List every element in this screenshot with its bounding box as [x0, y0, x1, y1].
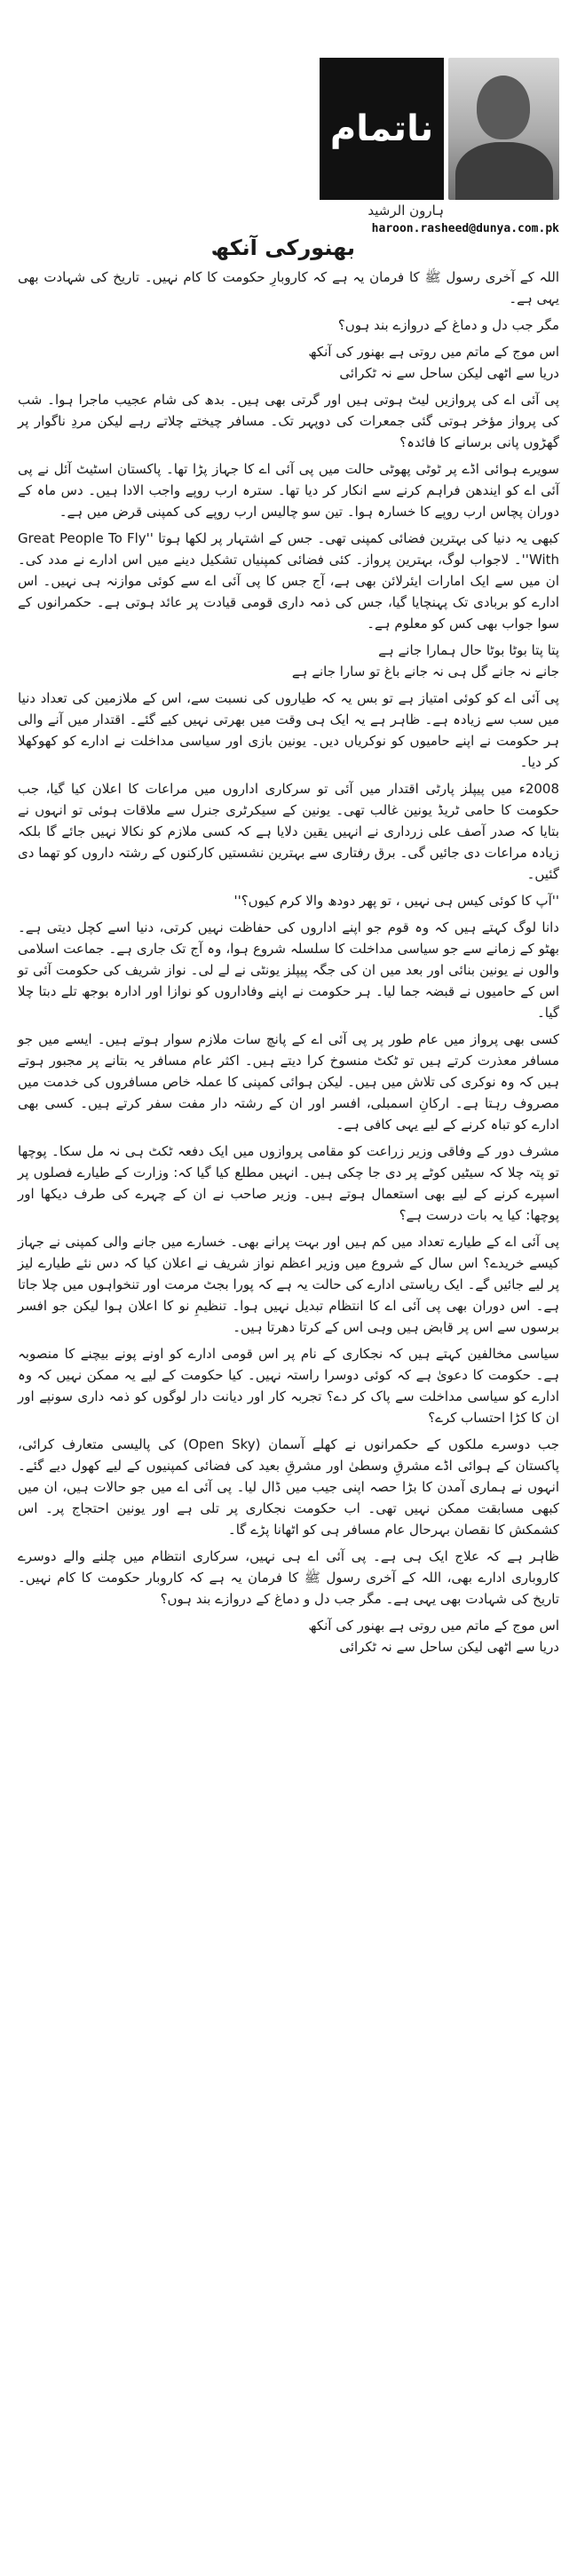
article-paragraph: دانا لوگ کہتے ہیں کہ وہ قوم جو اپنے اداروں کی حفاظت نہیں کرتی، دنیا اسے کچل دیتی ہے۔ بھٹو کے زمانے سے جو سیاسی مداخلت کا سلسلہ شروع ہوا، وہ آج تک جاری ہے۔ جماعت اسلامی والوں نے یونین بنائی اور بعد میں ان کی جگہ پیپلز یونٹی نے لے لی۔ نواز شریف کی حکومت آئی تو اس کے حامیوں نے قبضہ جما لیا۔ ہر حکومت نے اپنے وفاداروں کو نوازا اور ادارہ بوجھ تلے دبتا چلا گیا۔ — [18, 919, 559, 1021]
article-paragraph: کبھی یہ دنیا کی بہترین فضائی کمپنی تھی۔ جس کے اشتہار پر لکھا ہوتا ''Great People To Fly With''۔ لاجواب لوگ، بہترین پرواز۔ کئی فضائی کمپنیاں تشکیل دینے میں اس ادارے نے مدد کی۔ ان میں سے ایک امارات ایئرلائن بھی ہے، آج جس کا پی آئی اے سے کوئی موازنہ ہی نہیں۔ اس ادارے کو بربادی تک پہنچایا گیا، جس کی ذمہ داری قومی قیادت پر عائد ہوتی ہے۔ حکمرانوں کے سوا جواب بھی کس کو معلوم ہے۔ — [18, 530, 559, 632]
article-paragraph: اللہ کے آخری رسول ﷺ کا فرمان یہ ہے کہ کاروبارِ حکومت کا کام نہیں۔ تاریخ کی شہادت بھی یہی ہے۔ — [18, 269, 559, 306]
article-body — [18, 266, 559, 1663]
author-photo-shoulders — [455, 142, 553, 200]
article-quote: ''آپ کا کوئی کیس ہی نہیں ، تو پھر دودھ والا کرم کیوں؟'' — [233, 893, 559, 909]
article-paragraph: ظاہر ہے کہ علاج ایک ہی ہے۔ پی آئی اے ہی نہیں، سرکاری انتظام میں چلنے والے دوسرے کاروباری ادارے بھی، اللہ کے آخری رسول ﷺ کا فرمان یہ ہے کہ کاروبار حکومت کا کام نہیں۔ تاریخ کی شہادت بھی یہی ہے۔ مگر جب دل و دماغ کے دروازے بند ہوں؟ — [18, 1548, 559, 1607]
article-paragraph: جب دوسرے ملکوں کے حکمرانوں نے کھلے آسمان (Open Sky) کی پالیسی متعارف کرائی، پاکستان کے ہوائی اڈے مشرقِ وسطیٰ اور مشرقِ بعید کی فضائی کمپنیوں کے لیے کھول دیے گئے۔ انہوں نے ہماری آمدن کا بڑا حصہ اپنی جیب میں ڈال لیا۔ پی آئی اے میں جو حالات ہیں، ان میں کبھی مسابقت ممکن نہیں تھی۔ اب حکومت نجکاری پر تلی ہے اور یونین احتجاج پر۔ اس کشمکش کا نقصان بہرحال عام مسافر ہی کو اٹھانا پڑے گا۔ — [18, 1436, 559, 1538]
column-title: بھنورکی آنکھ — [210, 235, 355, 260]
author-photo-head — [477, 76, 530, 139]
article-paragraph: 2008ء میں پیپلز پارٹی اقتدار میں آئی تو سرکاری اداروں میں مراعات کا اعلان کیا گیا، جب حکومت کا حامی ٹریڈ یونین غالب تھی۔ یونین کے سیکرٹری جنرل سے ملاقات ہوئی تو انہوں نے بتایا کہ صدر آصف علی زرداری نے انہیں یقین دلایا ہے کہ کسی ملازم کو نکالا نہیں جائے گا بلکہ زیادہ مراعات دی جائیں گی۔ برق رفتاری سے بہترین نشستیں کارکنوں کے رشتہ داروں کو تھما دی گئیں۔ — [18, 781, 559, 882]
column-logo-text: ناتمام — [329, 108, 434, 149]
article-verse: اس موج کے ماتم میں روتی ہے بھنور کی آنکھ دریا سے اٹھی لیکن ساحل سے نہ ٹکرائی — [308, 1618, 559, 1655]
article-paragraph: کسی بھی پرواز میں عام طور پر پی آئی اے کے پانچ سات ملازم سوار ہوتے ہیں۔ ایسے میں جو مسافر معذرت کرتے ہیں تو ٹکٹ منسوخ کرا دیتے ہیں۔ اکثر عام مسافر یہ بتانے پر مجبور ہوتے ہیں کہ وہ نوکری کی تلاش میں ہیں۔ لیکن ہوائی کمپنی کا عملہ خاص مسافروں کی خدمت میں مصروف رہتا ہے۔ ارکانِ اسمبلی، افسر اور ان کے رشتہ دار مفت سفر کرتے ہیں۔ کسی بھی ادارے کو تباہ کرنے کے لیے یہی کافی ہے۔ — [18, 1031, 559, 1133]
article-paragraph: سیاسی مخالفین کہتے ہیں کہ نجکاری کے نام پر اس قومی ادارے کو اونے پونے بیچنے کا منصوبہ ہے۔ حکومت کا دعویٰ ہے کہ کوئی دوسرا راستہ نہیں۔ کیا حکومت کے لیے یہ ممکن نہیں کہ وہ ادارے کو سیاسی مداخلت سے پاک کر دے؟ تجربہ کار اور دیانت دار لوگوں کو ذمہ داری سونپے اور ان کا کڑا احتساب کرے؟ — [18, 1346, 559, 1426]
article-paragraph: پی آئی اے کی پروازیں لیٹ ہوتی ہیں اور گرتی بھی ہیں۔ بدھ کی شام عجیب ماجرا ہوا۔ شب کی پرواز مؤخر ہوتی گئی جمعرات کی دوپہر تک۔ مسافر چیختے چلاتے رہے لیکن مردِ ناگوار پر گھڑوں پانی برسانے کا فائدہ؟ — [18, 392, 559, 450]
article-verse: اس موج کے ماتم میں روتی ہے بھنور کی آنکھ دریا سے اٹھی لیکن ساحل سے نہ ٹکرائی — [308, 344, 559, 381]
article-paragraph: پی آئی اے کو کوئی امتیاز ہے تو بس یہ کہ طیاروں کی نسبت سے، اس کے ملازمین کی تعداد دنیا میں سب سے زیادہ ہے۔ ظاہر ہے یہ ایک ہی وقت میں بھرتی نہیں کیے گئے۔ اقتدار میں آنے والی ہر حکومت نے اپنے حامیوں کو نوکریاں دیں۔ یونین بازی اور سیاسی مداخلت نے ادارے کو کھوکھلا کر دیا۔ — [18, 690, 559, 770]
article-paragraph: مشرف دور کے وفاقی وزیر زراعت کو مقامی پروازوں میں ایک دفعہ ٹکٹ ہی نہ مل سکا۔ پوچھا تو پتہ چلا کہ سیٹیں کوٹے پر دی جا چکی ہیں۔ انہیں مطلع کیا گیا کہ: وزارت کے طیارے فصلوں پر اسپرے کرنے کے لیے بھی استعمال ہوتے ہیں۔ وزیر صاحب نے ان کے چہرے کی طرف دیکھا اور پوچھا: کیا یہ بات درست ہے؟ — [18, 1143, 559, 1223]
author-photo — [448, 58, 559, 200]
column-logo — [320, 58, 444, 200]
author-email: haroon.rasheed@dunya.com.pk — [371, 222, 559, 235]
author-name: ہارون الرشید — [368, 203, 444, 219]
article-paragraph: پی آئی اے کے طیارے تعداد میں کم ہیں اور بہت پرانے بھی۔ خسارے میں جانے والی کمپنی نے جہاز کیسے خریدے؟ اس سال کے شروع میں وزیر اعظم نواز شریف نے اعلان کیا کہ دس نئے طیارے لیز پر لیے جائیں گے۔ ایک ریاستی ادارے کی حالت یہ ہے کہ پورا بجٹ مرمت اور تنخواہوں میں چلا جاتا ہے۔ اس دوران بھی پی آئی اے کا انتظام تبدیل نہیں ہوا۔ تنظیمِ نو کا اعلان ہوا لیکن جو افسر برسوں سے اس پر قابض ہیں وہی اس کے کرتا دھرتا ہیں۔ — [18, 1234, 559, 1335]
column-header — [0, 27, 577, 235]
article-paragraph: سویرے ہوائی اڈے پر ٹوٹی پھوٹی حالت میں پی آئی اے کا جہاز پڑا تھا۔ پاکستان اسٹیٹ آئل نے پی آئی اے کو ایندھن فراہم کرنے سے انکار کر دیا تھا۔ سترہ ارب روپے واجب الادا ہیں۔ دس ماہ کے دوران پچاس ارب روپے کا خسارہ ہوا۔ تین سو چالیس ارب روپے کی کمپنی قرض میں ہے۔ — [18, 461, 559, 520]
article-verse: پتا پتا بوٹا بوٹا حال ہمارا جانے ہے جانے نہ جانے گل ہی نہ جانے باغ تو سارا جانے ہے — [291, 642, 559, 680]
article-paragraph: مگر جب دل و دماغ کے دروازے بند ہوں؟ — [337, 317, 559, 333]
